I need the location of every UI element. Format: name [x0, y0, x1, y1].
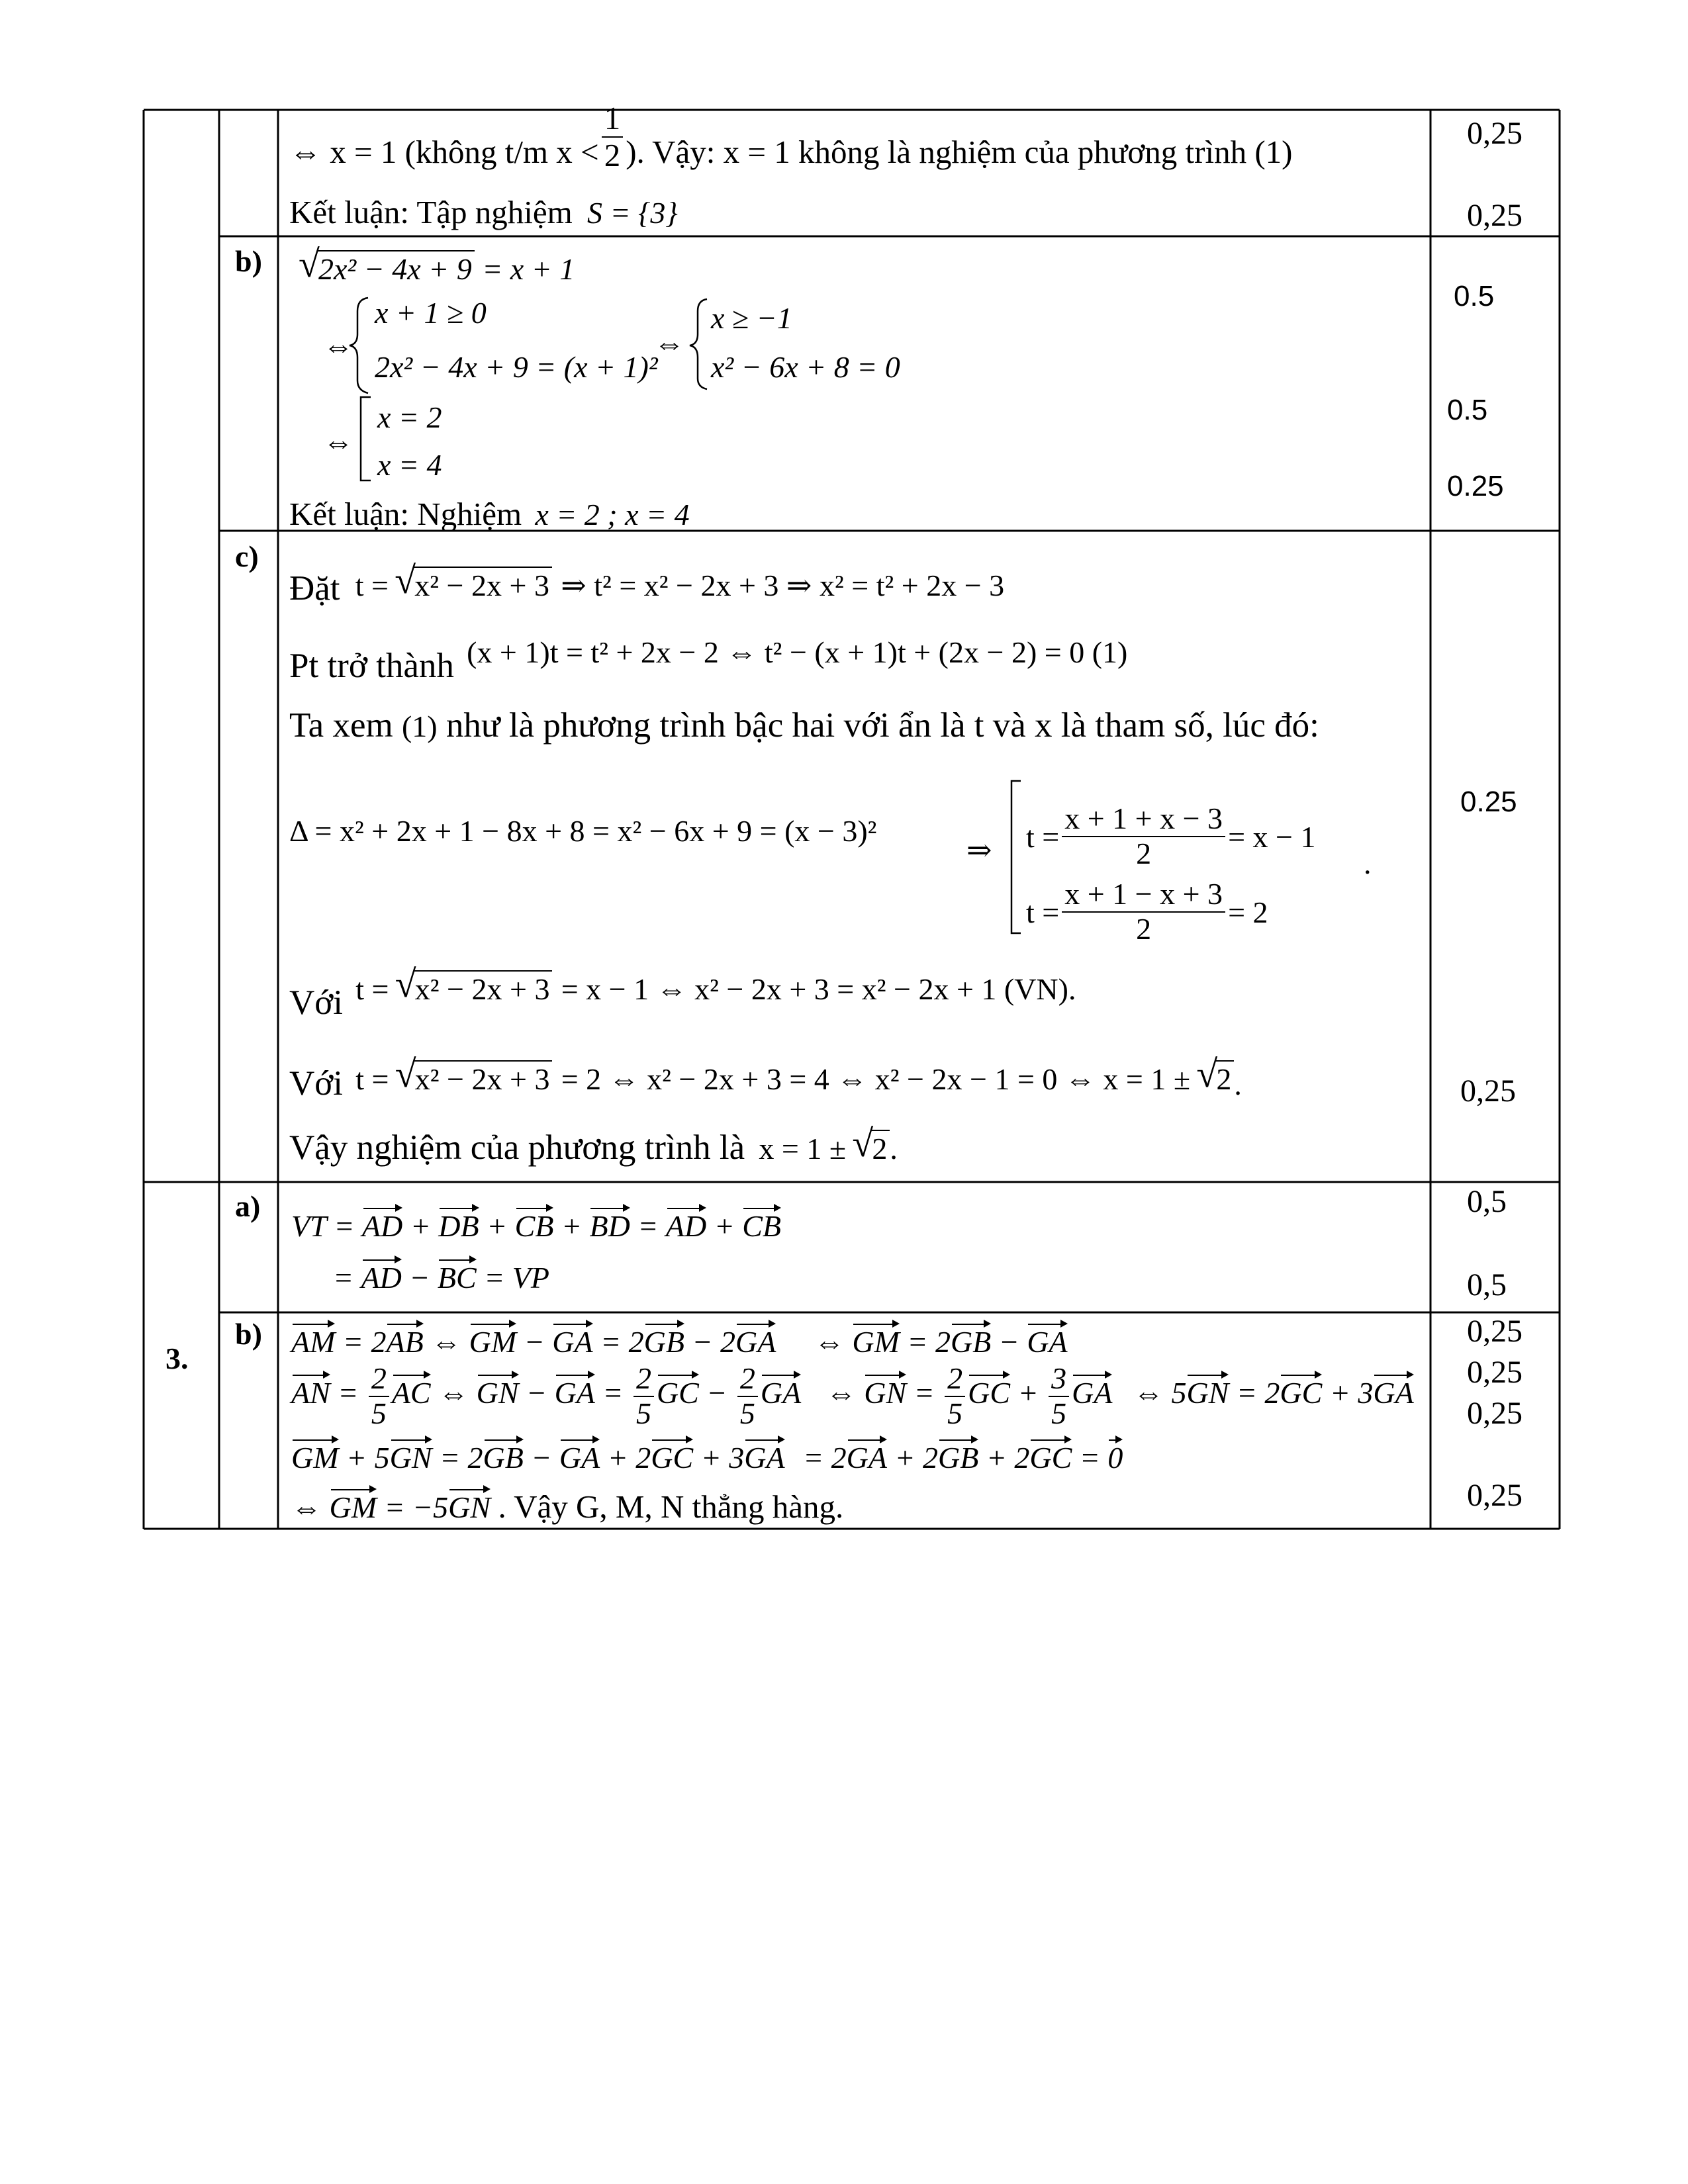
vector-bc: BC: [437, 1261, 477, 1295]
fraction-numerator: 1: [602, 101, 624, 138]
fraction-denominator: 2: [1136, 836, 1152, 870]
score: 0.5: [1454, 280, 1495, 312]
coef: 2: [371, 1325, 387, 1359]
coef: 2: [720, 1325, 736, 1359]
delta-expression: Δ = x² + 2x + 1 − 8x + 8 = x² − 6x + 9 = (x − 3)²: [289, 814, 877, 848]
collinear-conclusion: . Vậy G, M, N thẳng hàng.: [498, 1488, 844, 1525]
vector-ab: AB: [386, 1325, 424, 1359]
coef: 2: [1014, 1441, 1030, 1475]
set-lhs: t =: [355, 569, 389, 602]
row-b-equation: [301, 250, 575, 285]
equiv-symbol: ⇔: [654, 326, 684, 360]
sqrt: [301, 250, 475, 285]
coef: 2: [628, 1325, 644, 1359]
case-1: [1026, 801, 1316, 874]
vector-gm: GM: [291, 1441, 339, 1475]
system2-line1: x ≥ −1: [711, 301, 792, 335]
vector-ga: GA: [552, 1325, 593, 1359]
score: 0,25: [1467, 116, 1523, 151]
system1-line1: x + 1 ≥ 0: [375, 296, 487, 330]
radicand: 2: [1215, 1060, 1234, 1095]
vt: VT =: [291, 1209, 355, 1243]
score: 0,25: [1460, 1073, 1516, 1109]
solution-set: S = {3}: [587, 196, 678, 230]
row-c-transform: [289, 635, 1128, 685]
vector-ga: GA: [744, 1441, 785, 1475]
radicand: x² − 2x + 3: [413, 567, 552, 601]
score: 0,25: [1467, 1478, 1523, 1513]
score: 0,5: [1467, 1267, 1507, 1302]
score: 0.25: [1447, 470, 1504, 502]
section-number: 3.: [165, 1342, 189, 1375]
fraction-numerator: x + 1 + x − 3: [1062, 802, 1225, 837]
fraction: $\frac{2}{5}$: [737, 1362, 758, 1430]
vector-gc: GC: [1029, 1441, 1072, 1475]
radicand: x² − 2x + 3: [414, 1060, 553, 1095]
vector-ga: GA: [559, 1441, 600, 1475]
vector-gm: GM: [329, 1490, 377, 1524]
row-b-conclusion: [289, 498, 690, 530]
equiv-symbol: ⇔: [323, 425, 353, 459]
fraction: $\frac{3}{5}$: [1049, 1362, 1069, 1430]
row1-line1-a: ⇔ x = 1 (không t/m x <: [289, 134, 599, 171]
vector-gb: GB: [643, 1325, 684, 1359]
row-c-substitution: [289, 570, 1004, 606]
score: 0,25: [1467, 1314, 1523, 1349]
sqrt: [397, 567, 552, 601]
vector-ga: GA: [1027, 1325, 1068, 1359]
equals: =: [333, 1261, 354, 1295]
vector-gc: GC: [968, 1376, 1011, 1410]
conclusion-label: Kết luận: Nghiệm: [289, 496, 522, 532]
vector-ad: AD: [361, 1261, 402, 1295]
vector-gb: GB: [483, 1441, 524, 1475]
radicand: 2x² − 4x + 9: [317, 250, 475, 285]
pt-label: Pt trở thành: [289, 647, 454, 685]
radicand: x² − 2x + 3: [414, 970, 553, 1005]
with-label: Với: [289, 1064, 344, 1103]
score: 0,5: [1467, 1184, 1507, 1219]
coef: 2: [831, 1441, 847, 1475]
vector-ga: GA: [760, 1376, 802, 1410]
part-label-3b: b): [235, 1317, 262, 1351]
vp: = VP: [484, 1261, 549, 1295]
vector-ad: AD: [665, 1209, 707, 1243]
score: 0,25: [1467, 1355, 1523, 1390]
root-2: x = 4: [377, 448, 442, 482]
coef: 3: [729, 1441, 745, 1475]
vector-gn: GN: [448, 1490, 491, 1524]
sqrt: [398, 970, 553, 1005]
period: .: [1364, 846, 1372, 880]
pt-expression: (x + 1)t = t² + 2x − 2 ⇔ t² − (x + 1)t + (2x − 2) = 0 (1): [467, 635, 1128, 669]
vector-ga: GA: [846, 1441, 887, 1475]
row1-conclusion: [289, 196, 678, 228]
row-c-final: Vậy nghiệm của phương trình là x = 1 ± √ 2.: [289, 1130, 898, 1165]
case-1-fraction: [1062, 802, 1225, 870]
equals: =: [637, 1209, 659, 1243]
sqrt: [398, 1060, 553, 1095]
sqrt: [1199, 1060, 1234, 1095]
with-1-rhs: = x − 1 ⇔ x² − 2x + 3 = x² − 2x + 1 (VN).: [561, 972, 1076, 1006]
system1-line2: 2x² − 4x + 9 = (x + 1)²: [375, 350, 658, 384]
case-2: [1026, 877, 1268, 950]
sqrt: [855, 1130, 890, 1164]
minus: −: [409, 1261, 430, 1295]
vector-cb: CB: [742, 1209, 782, 1243]
coef: 2: [1264, 1376, 1280, 1410]
equation-ref: (1): [401, 709, 438, 743]
row-3a-line1: [291, 1211, 781, 1242]
consider-text-a: Ta xem: [289, 706, 393, 745]
vector-gn: GN: [389, 1441, 432, 1475]
vector-gb: GB: [938, 1441, 979, 1475]
score: 0,25: [1467, 1396, 1523, 1431]
row-c-consider: [289, 708, 1319, 743]
zero-vector: 0: [1107, 1441, 1123, 1475]
set-label: Đặt: [289, 569, 340, 608]
system2-line2: x² − 6x + 8 = 0: [711, 350, 900, 384]
case-2-fraction: [1062, 878, 1225, 946]
fraction: $\frac{2}{5}$: [369, 1362, 389, 1430]
vector-ad: AD: [361, 1209, 403, 1243]
radicand: 2: [870, 1130, 890, 1164]
vector-gm: GM: [852, 1325, 900, 1359]
score: 0.5: [1447, 394, 1488, 426]
part-label-b: b): [235, 244, 262, 278]
coef: 2: [935, 1325, 951, 1359]
row1-line1-b: ). Vậy: x = 1 không là nghiệm của phương trình (1): [626, 134, 1293, 171]
case-1-lhs: t =: [1026, 820, 1060, 854]
vector-cb: CB: [514, 1209, 554, 1243]
fraction-denominator: 2: [604, 136, 621, 173]
row-c-with-1: [289, 972, 1076, 1022]
with-1-lhs: t =: [355, 972, 389, 1006]
coef: 3: [1358, 1376, 1374, 1410]
equiv-symbol: ⇔: [323, 329, 353, 363]
row-3b-line4: GM + 5GN = 2GB − GA + 2GC + 3GA = 2GA + 2GB + 2GC = 0: [291, 1441, 1123, 1475]
part-label-3a: a): [235, 1189, 261, 1223]
vector-bd: BD: [589, 1209, 630, 1243]
equation-rhs: = x + 1: [482, 252, 575, 286]
plus: +: [561, 1209, 582, 1243]
row1-line1: [289, 100, 1293, 179]
vector-gn: GN: [476, 1376, 519, 1410]
final-label: Vậy nghiệm của phương trình là: [289, 1128, 745, 1167]
row1-fraction: [602, 101, 624, 173]
fraction: $\frac{2}{5}$: [633, 1362, 654, 1430]
implies-symbol: ⇒: [966, 833, 992, 867]
row-3b-line1: AM = 2AB ⇔ GM − GA = 2GB − 2GA ⇔ GM = 2GB − GA: [291, 1325, 1068, 1359]
row-3a-line2: [333, 1263, 549, 1293]
coef: 2: [635, 1441, 651, 1475]
vector-gc: GC: [651, 1441, 694, 1475]
plus: +: [714, 1209, 735, 1243]
coef: −5: [412, 1490, 449, 1524]
vector-gb: GB: [950, 1325, 992, 1359]
root-1: x = 2: [377, 400, 442, 434]
part-label-c: c): [235, 539, 259, 573]
vector-gm: GM: [469, 1325, 517, 1359]
consider-text-b: như là phương trình bậc hai với ẩn là t và x là tham số, lúc đó:: [445, 706, 1319, 745]
fraction-numerator: x + 1 − x + 3: [1062, 878, 1225, 913]
conclusion-label: Kết luận: Tập nghiệm: [289, 194, 573, 230]
coef: 5: [1171, 1376, 1187, 1410]
vector-gn: GN: [864, 1376, 907, 1410]
vector-am: AM: [291, 1325, 336, 1359]
case-2-lhs: t =: [1026, 895, 1060, 930]
coef: 2: [467, 1441, 483, 1475]
fraction: $\frac{2}{5}$: [945, 1362, 965, 1430]
vector-gc: GC: [1280, 1376, 1323, 1410]
row-3b-line5: ⇔ GM = −5GN . Vậy G, M, N thẳng hàng.: [291, 1488, 844, 1525]
conclusion-roots: x = 2 ; x = 4: [535, 498, 690, 531]
fraction-denominator: 2: [1136, 911, 1152, 946]
vector-ga: GA: [735, 1325, 776, 1359]
score: 0,25: [1467, 198, 1523, 233]
case-1-rhs: = x − 1: [1228, 820, 1316, 854]
row-c-with-2: Với t = √ x² − 2x + 3 = 2 ⇔ x² − 2x + 3 = 4 ⇔ x² − 2x − 1 = 0 ⇔ x = 1 ± √ 2.: [289, 1066, 1242, 1101]
vector-gc: GC: [656, 1376, 699, 1410]
final-expression: x = 1 ±: [759, 1132, 847, 1165]
with-2-rhs: = 2 ⇔ x² − 2x + 3 = 4 ⇔ x² − 2x − 1 = 0 ⇔ x = 1 ±: [561, 1062, 1191, 1096]
vector-ga: GA: [554, 1376, 595, 1410]
score: 0.25: [1460, 786, 1517, 818]
vector-gn: GN: [1186, 1376, 1229, 1410]
vector-ga: GA: [1373, 1376, 1414, 1410]
set-rhs: ⇒ t² = x² − 2x + 3 ⇒ x² = t² + 2x − 3: [561, 569, 1005, 602]
with-2-lhs: t =: [355, 1062, 389, 1096]
vector-ac: AC: [391, 1376, 431, 1410]
case-2-rhs: = 2: [1228, 895, 1268, 930]
plus: +: [487, 1209, 508, 1243]
coef: 2: [923, 1441, 938, 1475]
plus: +: [410, 1209, 431, 1243]
vector-an: AN: [291, 1376, 330, 1410]
vector-ga: GA: [1072, 1376, 1113, 1410]
coef: 5: [374, 1441, 390, 1475]
with-label: Với: [289, 983, 344, 1022]
row-3b-line2: AN = $\frac{2}{5}$ AC ⇔ GN − GA = $\frac{2}{5}$ GC − $\frac{2}{5}$ GA ⇔ GN = $\frac{2}{5}$ GC + $\frac{3}{5}$ GA ⇔ 5GN = 2GC + 3GA: [291, 1361, 1414, 1430]
vector-db: DB: [438, 1209, 479, 1243]
